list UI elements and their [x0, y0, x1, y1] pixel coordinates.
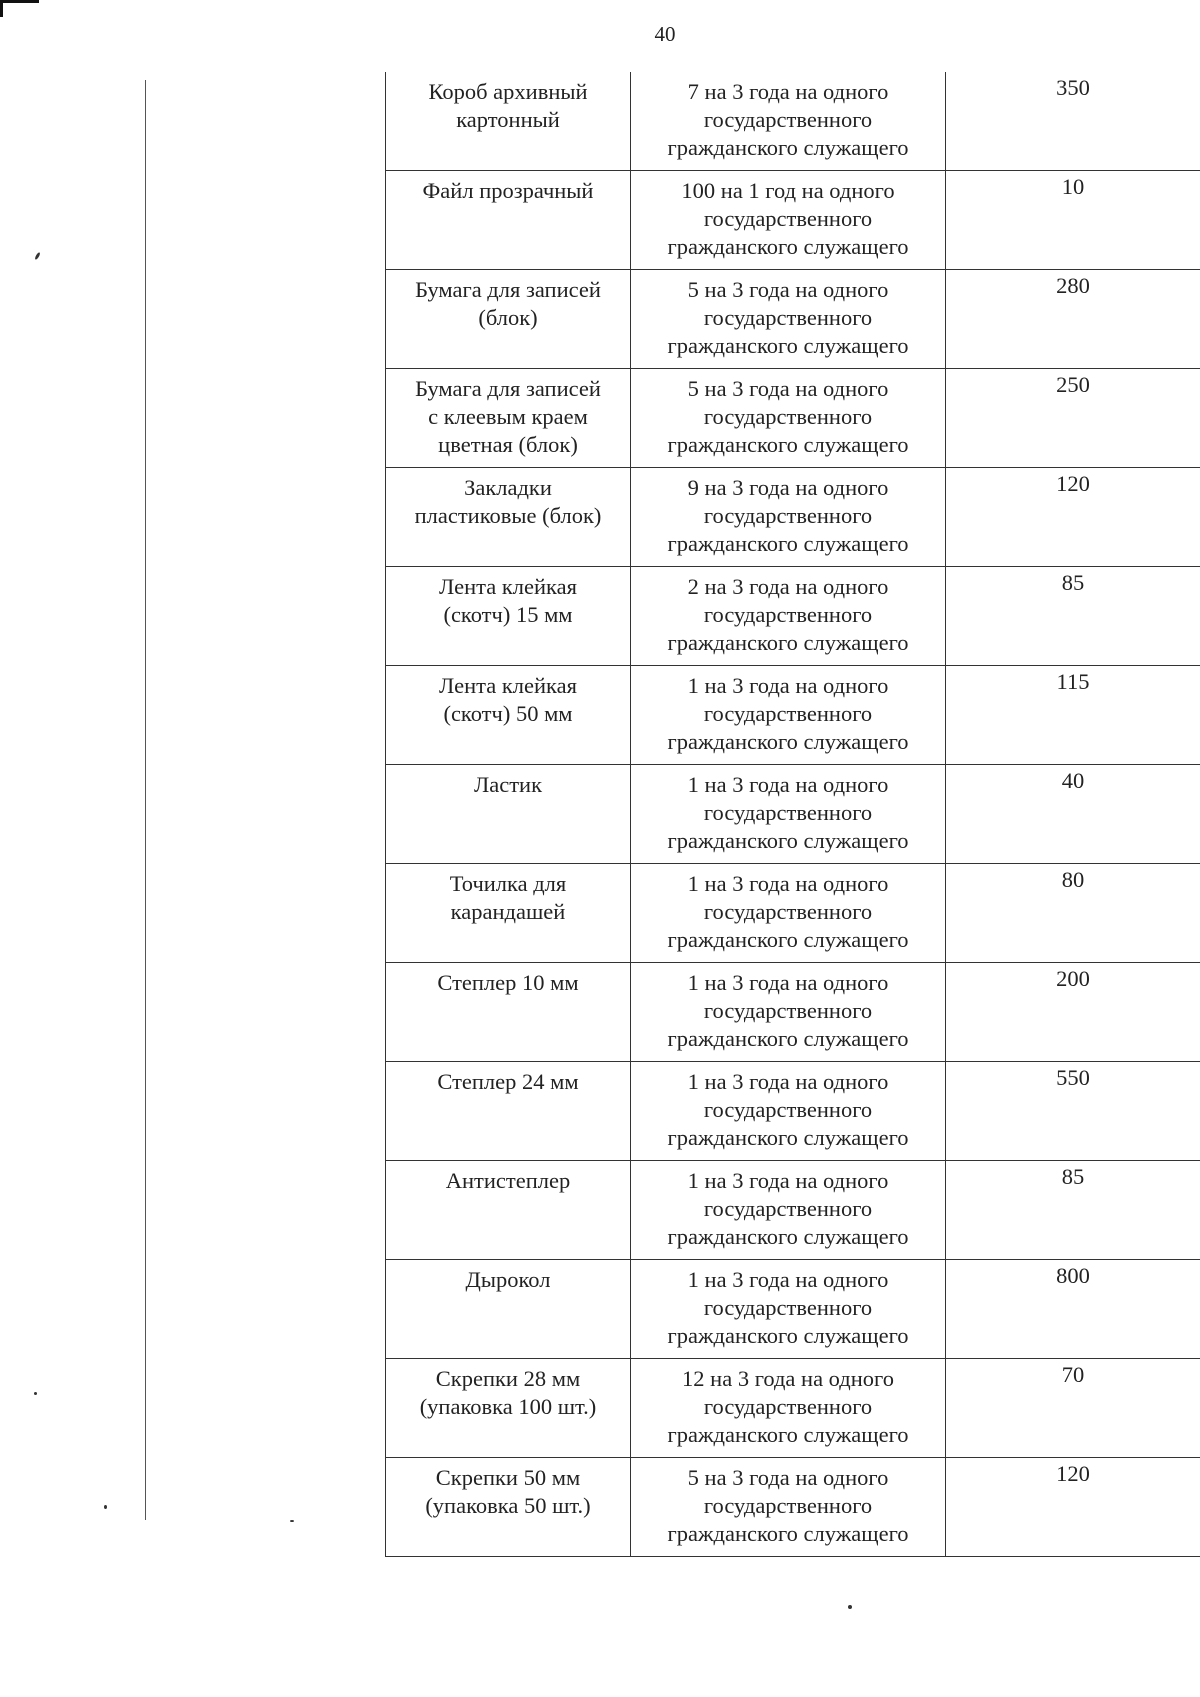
item-name-cell: [386, 1260, 631, 1359]
price-cell-text: 200: [1056, 966, 1090, 991]
item-name-cell-text: Степлер 24 мм: [437, 1069, 579, 1094]
table-row: [386, 666, 1200, 765]
item-name-cell: [386, 468, 631, 567]
table-row: [386, 963, 1200, 1062]
price-cell: [946, 171, 1200, 270]
price-cell-text: 800: [1056, 1263, 1090, 1288]
norm-cell-text: 5 на 3 года на одного государственного гражданского служащего: [667, 1465, 909, 1546]
scan-speck: [848, 1605, 852, 1609]
price-cell: [946, 864, 1200, 963]
price-cell: [946, 1260, 1200, 1359]
item-name-cell-text: Короб архивный картонный: [428, 79, 588, 132]
norm-cell-text: 9 на 3 года на одного государственного гражданского служащего: [667, 475, 909, 556]
norm-cell-text: 5 на 3 года на одного государственного гражданского служащего: [667, 277, 909, 358]
norm-cell-text: 1 на 3 года на одного государственного гражданского служащего: [667, 1267, 909, 1348]
item-name-cell: [386, 72, 631, 171]
item-name-cell-text: Антистеплер: [445, 1168, 571, 1193]
price-cell: [946, 567, 1200, 666]
table-row: [386, 1260, 1200, 1359]
item-name-cell: [386, 864, 631, 963]
norm-cell: [631, 765, 946, 864]
norm-cell-text: 5 на 3 года на одного государственного гражданского служащего: [667, 376, 909, 457]
table-body: [386, 72, 1200, 1557]
item-name-cell: [386, 1161, 631, 1260]
norm-cell-text: 1 на 3 года на одного государственного гражданского служащего: [667, 970, 909, 1051]
norm-cell: [631, 567, 946, 666]
scan-speck: [34, 252, 41, 260]
norm-cell: [631, 369, 946, 468]
table-row: [386, 468, 1200, 567]
table-row: [386, 1359, 1200, 1458]
price-cell: [946, 270, 1200, 369]
price-cell-text: 85: [1061, 570, 1085, 595]
table-row: [386, 270, 1200, 369]
table-row: [386, 369, 1200, 468]
table-row: [386, 567, 1200, 666]
table-row: [386, 864, 1200, 963]
price-cell-text: 120: [1056, 1461, 1090, 1486]
norm-cell: [631, 171, 946, 270]
price-cell-text: 10: [1061, 174, 1085, 199]
table-row: [386, 1161, 1200, 1260]
price-cell-text: 40: [1061, 768, 1085, 793]
price-cell-text: 85: [1061, 1164, 1085, 1189]
price-cell-text: 280: [1056, 273, 1090, 298]
item-name-cell-text: Бумага для записей (блок): [415, 277, 601, 330]
scan-corner-mark: [0, 0, 39, 17]
price-cell: [946, 369, 1200, 468]
norm-cell: [631, 1458, 946, 1557]
norm-cell: [631, 468, 946, 567]
table-row: [386, 765, 1200, 864]
item-name-cell: [386, 369, 631, 468]
item-name-cell: [386, 1458, 631, 1557]
table-row: [386, 1062, 1200, 1161]
norm-cell-text: 7 на 3 года на одного государственного гражданского служащего: [667, 79, 909, 160]
price-cell: [946, 1359, 1200, 1458]
norm-cell-text: 12 на 3 года на одного государственного гражданского служащего: [667, 1366, 909, 1447]
page-number: 40: [654, 22, 676, 46]
price-cell: [946, 765, 1200, 864]
scan-speck: [104, 1505, 107, 1509]
norm-cell-text: 1 на 3 года на одного государственного гражданского служащего: [667, 871, 909, 952]
item-name-cell-text: Дырокол: [465, 1267, 551, 1292]
price-cell-text: 350: [1056, 75, 1090, 100]
price-cell: [946, 1161, 1200, 1260]
price-cell: [946, 1062, 1200, 1161]
norm-cell: [631, 1062, 946, 1161]
item-name-cell-text: Лента клейкая (скотч) 50 мм: [439, 673, 577, 726]
item-name-cell-text: Точилка для карандашей: [449, 871, 567, 924]
item-name-cell: [386, 963, 631, 1062]
price-cell: [946, 666, 1200, 765]
item-name-cell-text: Степлер 10 мм: [437, 970, 579, 995]
price-cell-text: 70: [1061, 1362, 1085, 1387]
scan-speck: [290, 1520, 294, 1522]
item-name-cell: [386, 270, 631, 369]
table-row: [386, 171, 1200, 270]
norm-cell-text: 1 на 3 года на одного государственного гражданского служащего: [667, 772, 909, 853]
norm-cell-text: 1 на 3 года на одного государственного гражданского служащего: [667, 1168, 909, 1249]
price-cell-text: 115: [1056, 669, 1090, 694]
norm-cell: [631, 72, 946, 171]
price-cell: [946, 963, 1200, 1062]
price-cell: [946, 1458, 1200, 1557]
supplies-norms-table: [385, 72, 1200, 1557]
item-name-cell: [386, 765, 631, 864]
item-name-cell-text: Лента клейкая (скотч) 15 мм: [439, 574, 577, 627]
norm-cell: [631, 1260, 946, 1359]
item-name-cell: [386, 1062, 631, 1161]
norm-cell: [631, 1359, 946, 1458]
norm-cell: [631, 864, 946, 963]
item-name-cell: [386, 171, 631, 270]
table-row: [386, 72, 1200, 171]
page-margin-line: [145, 80, 146, 1520]
price-cell: [946, 72, 1200, 171]
item-name-cell-text: Скрепки 28 мм (упаковка 100 шт.): [419, 1366, 597, 1419]
norm-cell: [631, 963, 946, 1062]
item-name-cell: [386, 666, 631, 765]
item-name-cell-text: Файл прозрачный: [422, 178, 594, 203]
price-cell-text: 250: [1056, 372, 1090, 397]
norm-cell-text: 100 на 1 год на одного государственного гражданского служащего: [667, 178, 909, 259]
norm-cell: [631, 666, 946, 765]
price-cell-text: 550: [1056, 1065, 1090, 1090]
norm-cell-text: 1 на 3 года на одного государственного гражданского служащего: [667, 673, 909, 754]
item-name-cell-text: Ластик: [473, 772, 543, 797]
price-cell-text: 80: [1061, 867, 1085, 892]
item-name-cell-text: Бумага для записей с клеевым краем цветная (блок): [415, 376, 601, 457]
norm-cell: [631, 270, 946, 369]
table-row: [386, 1458, 1200, 1557]
norm-cell: [631, 1161, 946, 1260]
item-name-cell-text: Скрепки 50 мм (упаковка 50 шт.): [425, 1465, 591, 1518]
norm-cell-text: 1 на 3 года на одного государственного гражданского служащего: [667, 1069, 909, 1150]
price-cell-text: 120: [1056, 471, 1090, 496]
norm-cell-text: 2 на 3 года на одного государственного гражданского служащего: [667, 574, 909, 655]
scan-speck: [34, 1392, 37, 1395]
item-name-cell: [386, 1359, 631, 1458]
item-name-cell-text: Закладки пластиковые (блок): [414, 475, 602, 528]
item-name-cell: [386, 567, 631, 666]
price-cell: [946, 468, 1200, 567]
